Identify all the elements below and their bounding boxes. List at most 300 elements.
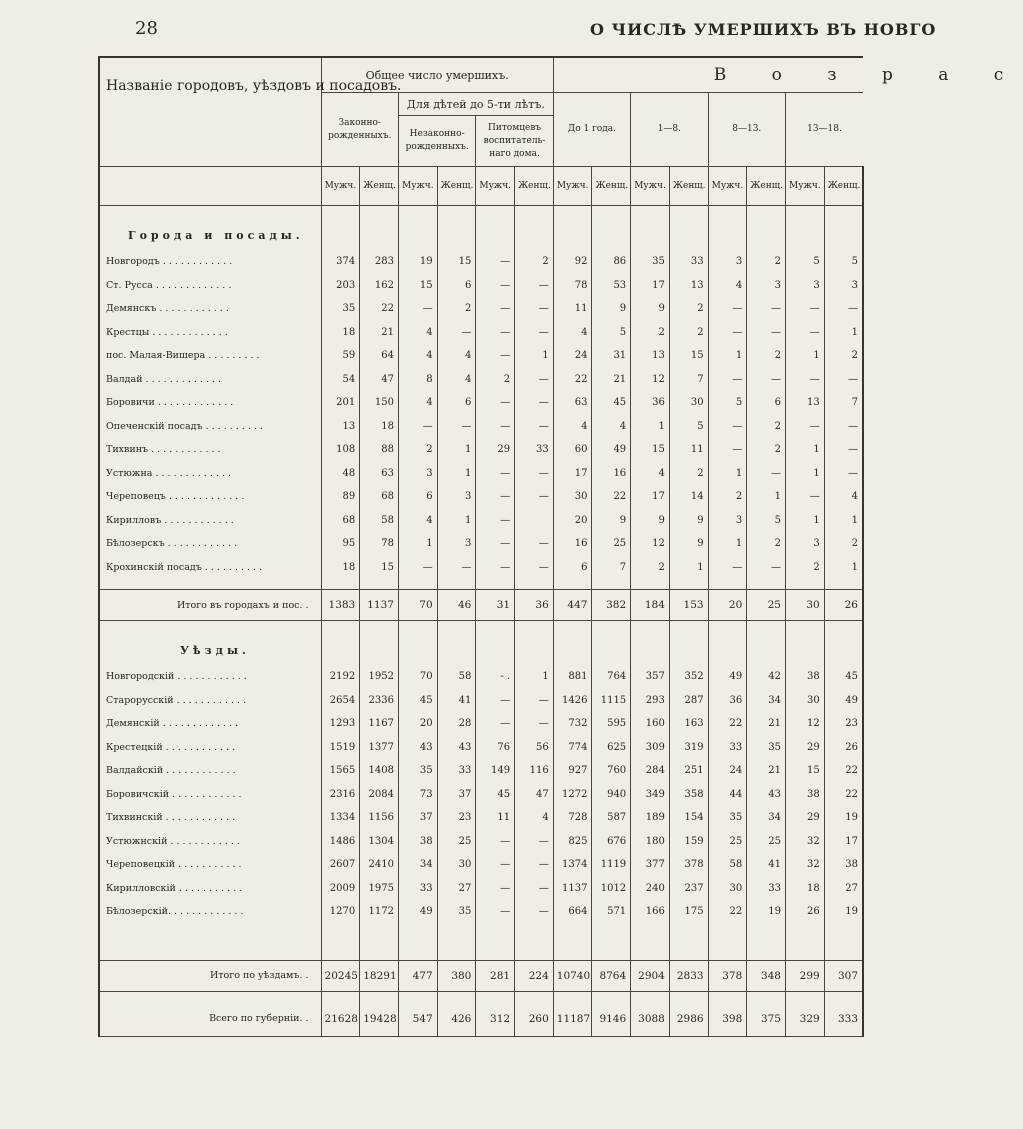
value-cell: 49: [824, 689, 863, 713]
value-cell: 154: [669, 806, 708, 830]
spacer-cell: [747, 206, 786, 251]
value-cell: 3: [747, 274, 786, 298]
value-cell: 4: [631, 462, 670, 486]
value-cell: 30: [785, 689, 824, 713]
row-name: Старорусскій . . . . . . . . . . . .: [99, 689, 321, 713]
value-cell: —: [824, 415, 863, 439]
value-cell: 23: [437, 806, 476, 830]
spacer-cell: [398, 991, 437, 1002]
value-cell: 11: [476, 806, 515, 830]
value-cell: 21: [360, 321, 399, 345]
value-cell: 92: [553, 250, 592, 274]
value-cell: —: [785, 321, 824, 345]
spacer-cell: [824, 621, 863, 666]
row-name: Устюжнскій . . . . . . . . . . . .: [99, 830, 321, 854]
value-cell: 38: [785, 665, 824, 689]
value-cell: 293: [631, 689, 670, 713]
value-cell: 70: [398, 590, 437, 621]
value-cell: —: [785, 297, 824, 321]
value-cell: 16: [553, 532, 592, 556]
value-cell: 36: [515, 590, 554, 621]
value-cell: 1270: [321, 900, 360, 924]
value-cell: 68: [360, 485, 399, 509]
value-cell: —: [708, 415, 747, 439]
value-cell: 333: [824, 1002, 863, 1037]
table-row: [99, 438, 863, 462]
value-cell: 5: [708, 391, 747, 415]
value-cell: 1: [398, 532, 437, 556]
value-cell: 18291: [360, 960, 399, 991]
value-cell: 20: [708, 590, 747, 621]
value-cell: 116: [515, 759, 554, 783]
value-cell: 49: [398, 900, 437, 924]
spacer-cell: [785, 579, 824, 590]
value-cell: 4: [437, 344, 476, 368]
value-cell: 426: [437, 1002, 476, 1037]
value-cell: 15: [398, 274, 437, 298]
spacer-cell: [631, 579, 670, 590]
value-cell: 349: [631, 783, 670, 807]
value-cell: 375: [747, 1002, 786, 1037]
value-cell: 25: [747, 590, 786, 621]
value-cell: 2904: [631, 960, 670, 991]
row-name: Крестецкій . . . . . . . . . . . .: [99, 736, 321, 760]
value-cell: 352: [669, 665, 708, 689]
row-name: Новгородъ . . . . . . . . . . . .: [99, 250, 321, 274]
value-cell: 1334: [321, 806, 360, 830]
spacer-cell: [398, 924, 437, 961]
value-cell: 1374: [553, 853, 592, 877]
spacer-cell: [592, 579, 631, 590]
value-cell: 3: [437, 485, 476, 509]
value-cell: 35: [631, 250, 670, 274]
value-cell: 35: [398, 759, 437, 783]
value-cell: —: [785, 485, 824, 509]
illegit-header: Незаконно-рожденныхъ.: [398, 116, 475, 167]
spacer-cell: [476, 206, 515, 251]
value-cell: 2336: [360, 689, 399, 713]
value-cell: —: [476, 853, 515, 877]
value-cell: 5: [592, 321, 631, 345]
spacer-cell: [476, 579, 515, 590]
value-cell: 166: [631, 900, 670, 924]
value-cell: 31: [476, 590, 515, 621]
value-cell: 2: [631, 556, 670, 580]
value-cell: 728: [553, 806, 592, 830]
value-cell: —: [515, 321, 554, 345]
value-cell: 88: [360, 438, 399, 462]
value-cell: 881: [553, 665, 592, 689]
value-cell: 44: [708, 783, 747, 807]
value-cell: 283: [360, 250, 399, 274]
value-cell: 2: [747, 250, 786, 274]
value-cell: 398: [708, 1002, 747, 1037]
female-column-header: Женщ.: [592, 167, 631, 206]
value-cell: 29: [785, 736, 824, 760]
value-cell: 237: [669, 877, 708, 901]
spacer-cell: [360, 924, 399, 961]
spacer-cell: [321, 991, 360, 1002]
value-cell: 4: [824, 485, 863, 509]
value-cell: 8764: [592, 960, 631, 991]
value-cell: 68: [321, 509, 360, 533]
value-cell: 43: [747, 783, 786, 807]
value-cell: —: [476, 830, 515, 854]
value-cell: 380: [437, 960, 476, 991]
spacer-cell: [398, 206, 437, 251]
value-cell: 26: [824, 736, 863, 760]
value-cell: 162: [360, 274, 399, 298]
spacer-cell: [592, 621, 631, 666]
value-cell: 447: [553, 590, 592, 621]
value-cell: —: [476, 415, 515, 439]
value-cell: 11: [669, 438, 708, 462]
female-column-header: Женщ.: [824, 167, 863, 206]
table-row: [99, 736, 863, 760]
value-cell: 2986: [669, 1002, 708, 1037]
value-cell: 1: [785, 509, 824, 533]
value-cell: 48: [321, 462, 360, 486]
table-row: [99, 556, 863, 580]
value-cell: 774: [553, 736, 592, 760]
value-cell: 18: [321, 556, 360, 580]
spacer-cell: [824, 579, 863, 590]
row-name: Череповецкій . . . . . . . . . . .: [99, 853, 321, 877]
value-cell: 9: [631, 509, 670, 533]
row-name: Боровичи . . . . . . . . . . . . .: [99, 391, 321, 415]
value-cell: 9: [592, 509, 631, 533]
spacer-cell: [515, 991, 554, 1002]
table-row: [99, 853, 863, 877]
spacer-cell: [631, 991, 670, 1002]
value-cell: 299: [785, 960, 824, 991]
value-cell: 26: [824, 590, 863, 621]
table-row: [99, 532, 863, 556]
page-header: [0, 0, 937, 56]
value-cell: —: [476, 344, 515, 368]
value-cell: 1293: [321, 712, 360, 736]
value-cell: 3: [824, 274, 863, 298]
value-cell: 22: [824, 783, 863, 807]
value-cell: 19: [747, 900, 786, 924]
table-row: [99, 485, 863, 509]
value-cell: 19: [824, 900, 863, 924]
value-cell: 25: [437, 830, 476, 854]
value-cell: —: [398, 556, 437, 580]
value-cell: —: [515, 532, 554, 556]
value-cell: 3: [398, 462, 437, 486]
age-group-1-header: 1—8.: [631, 93, 708, 167]
value-cell: 1: [631, 415, 670, 439]
row-name: Кирилловъ . . . . . . . . . . . .: [99, 509, 321, 533]
spacer-cell: [824, 991, 863, 1002]
value-cell: 1304: [360, 830, 399, 854]
spacer-cell: [747, 991, 786, 1002]
value-cell: 33: [437, 759, 476, 783]
value-cell: 33: [515, 438, 554, 462]
value-cell: 175: [669, 900, 708, 924]
value-cell: 47: [515, 783, 554, 807]
spacer-cell: [437, 621, 476, 666]
value-cell: 1: [437, 462, 476, 486]
spacer-cell: [553, 621, 592, 666]
female-column-header: Женщ.: [747, 167, 786, 206]
spacer-cell: [553, 206, 592, 251]
value-cell: 38: [398, 830, 437, 854]
female-column-header: Женщ.: [360, 167, 399, 206]
value-cell: 18: [360, 415, 399, 439]
value-cell: 153: [669, 590, 708, 621]
value-cell: 32: [785, 830, 824, 854]
value-cell: 1119: [592, 853, 631, 877]
spacer-cell: [515, 579, 554, 590]
value-cell: —: [824, 297, 863, 321]
value-cell: —: [747, 556, 786, 580]
value-cell: 24: [553, 344, 592, 368]
value-cell: 12: [785, 712, 824, 736]
spacer-cell: [747, 579, 786, 590]
legit-header: Законно-рожденныхъ.: [321, 93, 398, 167]
value-cell: 1426: [553, 689, 592, 713]
value-cell: 3: [708, 509, 747, 533]
value-cell: 1: [515, 344, 554, 368]
value-cell: 1: [785, 438, 824, 462]
value-cell: —: [747, 368, 786, 392]
value-cell: 1172: [360, 900, 399, 924]
row-name: Всего по губерніи. .: [99, 1002, 321, 1037]
value-cell: 1975: [360, 877, 399, 901]
value-cell: 56: [515, 736, 554, 760]
value-cell: 1012: [592, 877, 631, 901]
value-cell: 13: [631, 344, 670, 368]
value-cell: 28: [437, 712, 476, 736]
value-cell: 7: [669, 368, 708, 392]
value-cell: —: [476, 509, 515, 533]
value-cell: 3: [785, 274, 824, 298]
value-cell: —: [437, 556, 476, 580]
row-name: Бѣлозерскій. . . . . . . . . . . . .: [99, 900, 321, 924]
value-cell: 8: [398, 368, 437, 392]
value-cell: [515, 509, 554, 533]
table-row: [99, 900, 863, 924]
value-cell: 547: [398, 1002, 437, 1037]
value-cell: 1: [824, 321, 863, 345]
value-cell: 34: [398, 853, 437, 877]
value-cell: 30: [785, 590, 824, 621]
spacer-cell: [398, 579, 437, 590]
value-cell: 15: [360, 556, 399, 580]
value-cell: 163: [669, 712, 708, 736]
value-cell: 571: [592, 900, 631, 924]
value-cell: 201: [321, 391, 360, 415]
spacer-cell: [669, 924, 708, 961]
row-name: Опеченскій посадъ . . . . . . . . . .: [99, 415, 321, 439]
value-cell: —: [476, 877, 515, 901]
value-cell: 281: [476, 960, 515, 991]
districts-total-row: [99, 960, 863, 991]
value-cell: 1115: [592, 689, 631, 713]
value-cell: 927: [553, 759, 592, 783]
value-cell: 160: [631, 712, 670, 736]
value-cell: 73: [398, 783, 437, 807]
value-cell: —: [515, 485, 554, 509]
value-cell: 1: [824, 556, 863, 580]
spacer-cell: [476, 621, 515, 666]
spacer-row: [99, 579, 863, 590]
value-cell: 2: [437, 297, 476, 321]
value-cell: 2: [708, 485, 747, 509]
value-cell: —: [747, 462, 786, 486]
value-cell: 17: [631, 485, 670, 509]
value-cell: —: [824, 438, 863, 462]
value-cell: 625: [592, 736, 631, 760]
value-cell: 63: [360, 462, 399, 486]
value-cell: 825: [553, 830, 592, 854]
value-cell: 1167: [360, 712, 399, 736]
value-cell: 22: [708, 712, 747, 736]
value-cell: 15: [437, 250, 476, 274]
value-cell: 33: [669, 250, 708, 274]
age-group-3-header: 13—18.: [785, 93, 863, 167]
spacer-cell: [631, 924, 670, 961]
value-cell: 150: [360, 391, 399, 415]
male-column-header: Мужч.: [708, 167, 747, 206]
row-name: пос. Малая-Вишера . . . . . . . . .: [99, 344, 321, 368]
row-name: Устюжна . . . . . . . . . . . . .: [99, 462, 321, 486]
spacer-cell: [553, 579, 592, 590]
value-cell: 4: [398, 509, 437, 533]
value-cell: 5: [785, 250, 824, 274]
value-cell: —: [515, 391, 554, 415]
value-cell: 1156: [360, 806, 399, 830]
value-cell: 1408: [360, 759, 399, 783]
value-cell: 149: [476, 759, 515, 783]
table-row: [99, 830, 863, 854]
value-cell: 30: [669, 391, 708, 415]
value-cell: 4: [437, 368, 476, 392]
section-heading-row: [99, 206, 863, 251]
value-cell: 940: [592, 783, 631, 807]
value-cell: 1486: [321, 830, 360, 854]
value-cell: 2: [824, 344, 863, 368]
male-column-header: Мужч.: [398, 167, 437, 206]
male-column-header: Мужч.: [476, 167, 515, 206]
value-cell: 348: [747, 960, 786, 991]
row-name: Тихвинскій . . . . . . . . . . . .: [99, 806, 321, 830]
value-cell: 21: [747, 712, 786, 736]
value-cell: 49: [708, 665, 747, 689]
row-name: Валдайскій . . . . . . . . . . . .: [99, 759, 321, 783]
value-cell: 2654: [321, 689, 360, 713]
value-cell: 224: [515, 960, 554, 991]
value-cell: —: [476, 274, 515, 298]
value-cell: 319: [669, 736, 708, 760]
value-cell: 2: [747, 532, 786, 556]
table-row: [99, 759, 863, 783]
mortality-table: [98, 56, 1023, 1037]
row-name: Бѣлозерскъ . . . . . . . . . . . .: [99, 532, 321, 556]
value-cell: 6: [553, 556, 592, 580]
value-cell: 1272: [553, 783, 592, 807]
value-cell: 4: [592, 415, 631, 439]
value-cell: 18: [321, 321, 360, 345]
spacer-cell: [592, 206, 631, 251]
value-cell: 89: [321, 485, 360, 509]
value-cell: 9: [669, 509, 708, 533]
row-name: Ст. Русса . . . . . . . . . . . . .: [99, 274, 321, 298]
name-column-header: Названіе городовъ, уѣздовъ и посадовъ.: [99, 57, 321, 167]
value-cell: 7: [824, 391, 863, 415]
spacer-cell: [669, 991, 708, 1002]
value-cell: 25: [747, 830, 786, 854]
value-cell: —: [476, 462, 515, 486]
value-cell: 30: [437, 853, 476, 877]
value-cell: 329: [785, 1002, 824, 1037]
value-cell: 46: [437, 590, 476, 621]
row-name: Крохинскій посадъ . . . . . . . . . .: [99, 556, 321, 580]
value-cell: 19428: [360, 1002, 399, 1037]
value-cell: 2: [669, 462, 708, 486]
value-cell: 16: [592, 462, 631, 486]
table-row: [99, 665, 863, 689]
value-cell: 5: [747, 509, 786, 533]
value-cell: —: [515, 415, 554, 439]
value-cell: 2607: [321, 853, 360, 877]
value-cell: 2316: [321, 783, 360, 807]
female-column-header: Женщ.: [515, 167, 554, 206]
value-cell: 2084: [360, 783, 399, 807]
spacer-cell: [708, 206, 747, 251]
value-cell: 6: [437, 274, 476, 298]
value-cell: 382: [592, 590, 631, 621]
row-name: Крестцы . . . . . . . . . . . . .: [99, 321, 321, 345]
spacer-cell: [360, 991, 399, 1002]
children-under5-header: Для дѣтей до 5-ти лѣтъ.: [398, 93, 553, 116]
value-cell: 78: [360, 532, 399, 556]
value-cell: 9: [669, 532, 708, 556]
value-cell: 2: [398, 438, 437, 462]
table-row: [99, 415, 863, 439]
value-cell: 2192: [321, 665, 360, 689]
value-cell: 3: [437, 532, 476, 556]
value-cell: 35: [747, 736, 786, 760]
value-cell: 35: [437, 900, 476, 924]
spacer-cell: [747, 924, 786, 961]
value-cell: 17: [824, 830, 863, 854]
value-cell: 2: [669, 297, 708, 321]
value-cell: 732: [553, 712, 592, 736]
value-cell: 22: [824, 759, 863, 783]
value-cell: —: [515, 830, 554, 854]
value-cell: 11187: [553, 1002, 592, 1037]
value-cell: 54: [321, 368, 360, 392]
male-column-header: Мужч.: [631, 167, 670, 206]
value-cell: —: [476, 391, 515, 415]
table-row: [99, 783, 863, 807]
spacer-row: [99, 991, 863, 1002]
spacer-cell: [708, 579, 747, 590]
spacer-cell: [437, 924, 476, 961]
value-cell: 45: [592, 391, 631, 415]
value-cell: —: [708, 438, 747, 462]
table-row: [99, 368, 863, 392]
spacer-cell: [631, 206, 670, 251]
value-cell: 30: [553, 485, 592, 509]
value-cell: 13: [321, 415, 360, 439]
value-cell: 21628: [321, 1002, 360, 1037]
spacer-cell: [669, 621, 708, 666]
page-number: 28: [135, 18, 158, 39]
